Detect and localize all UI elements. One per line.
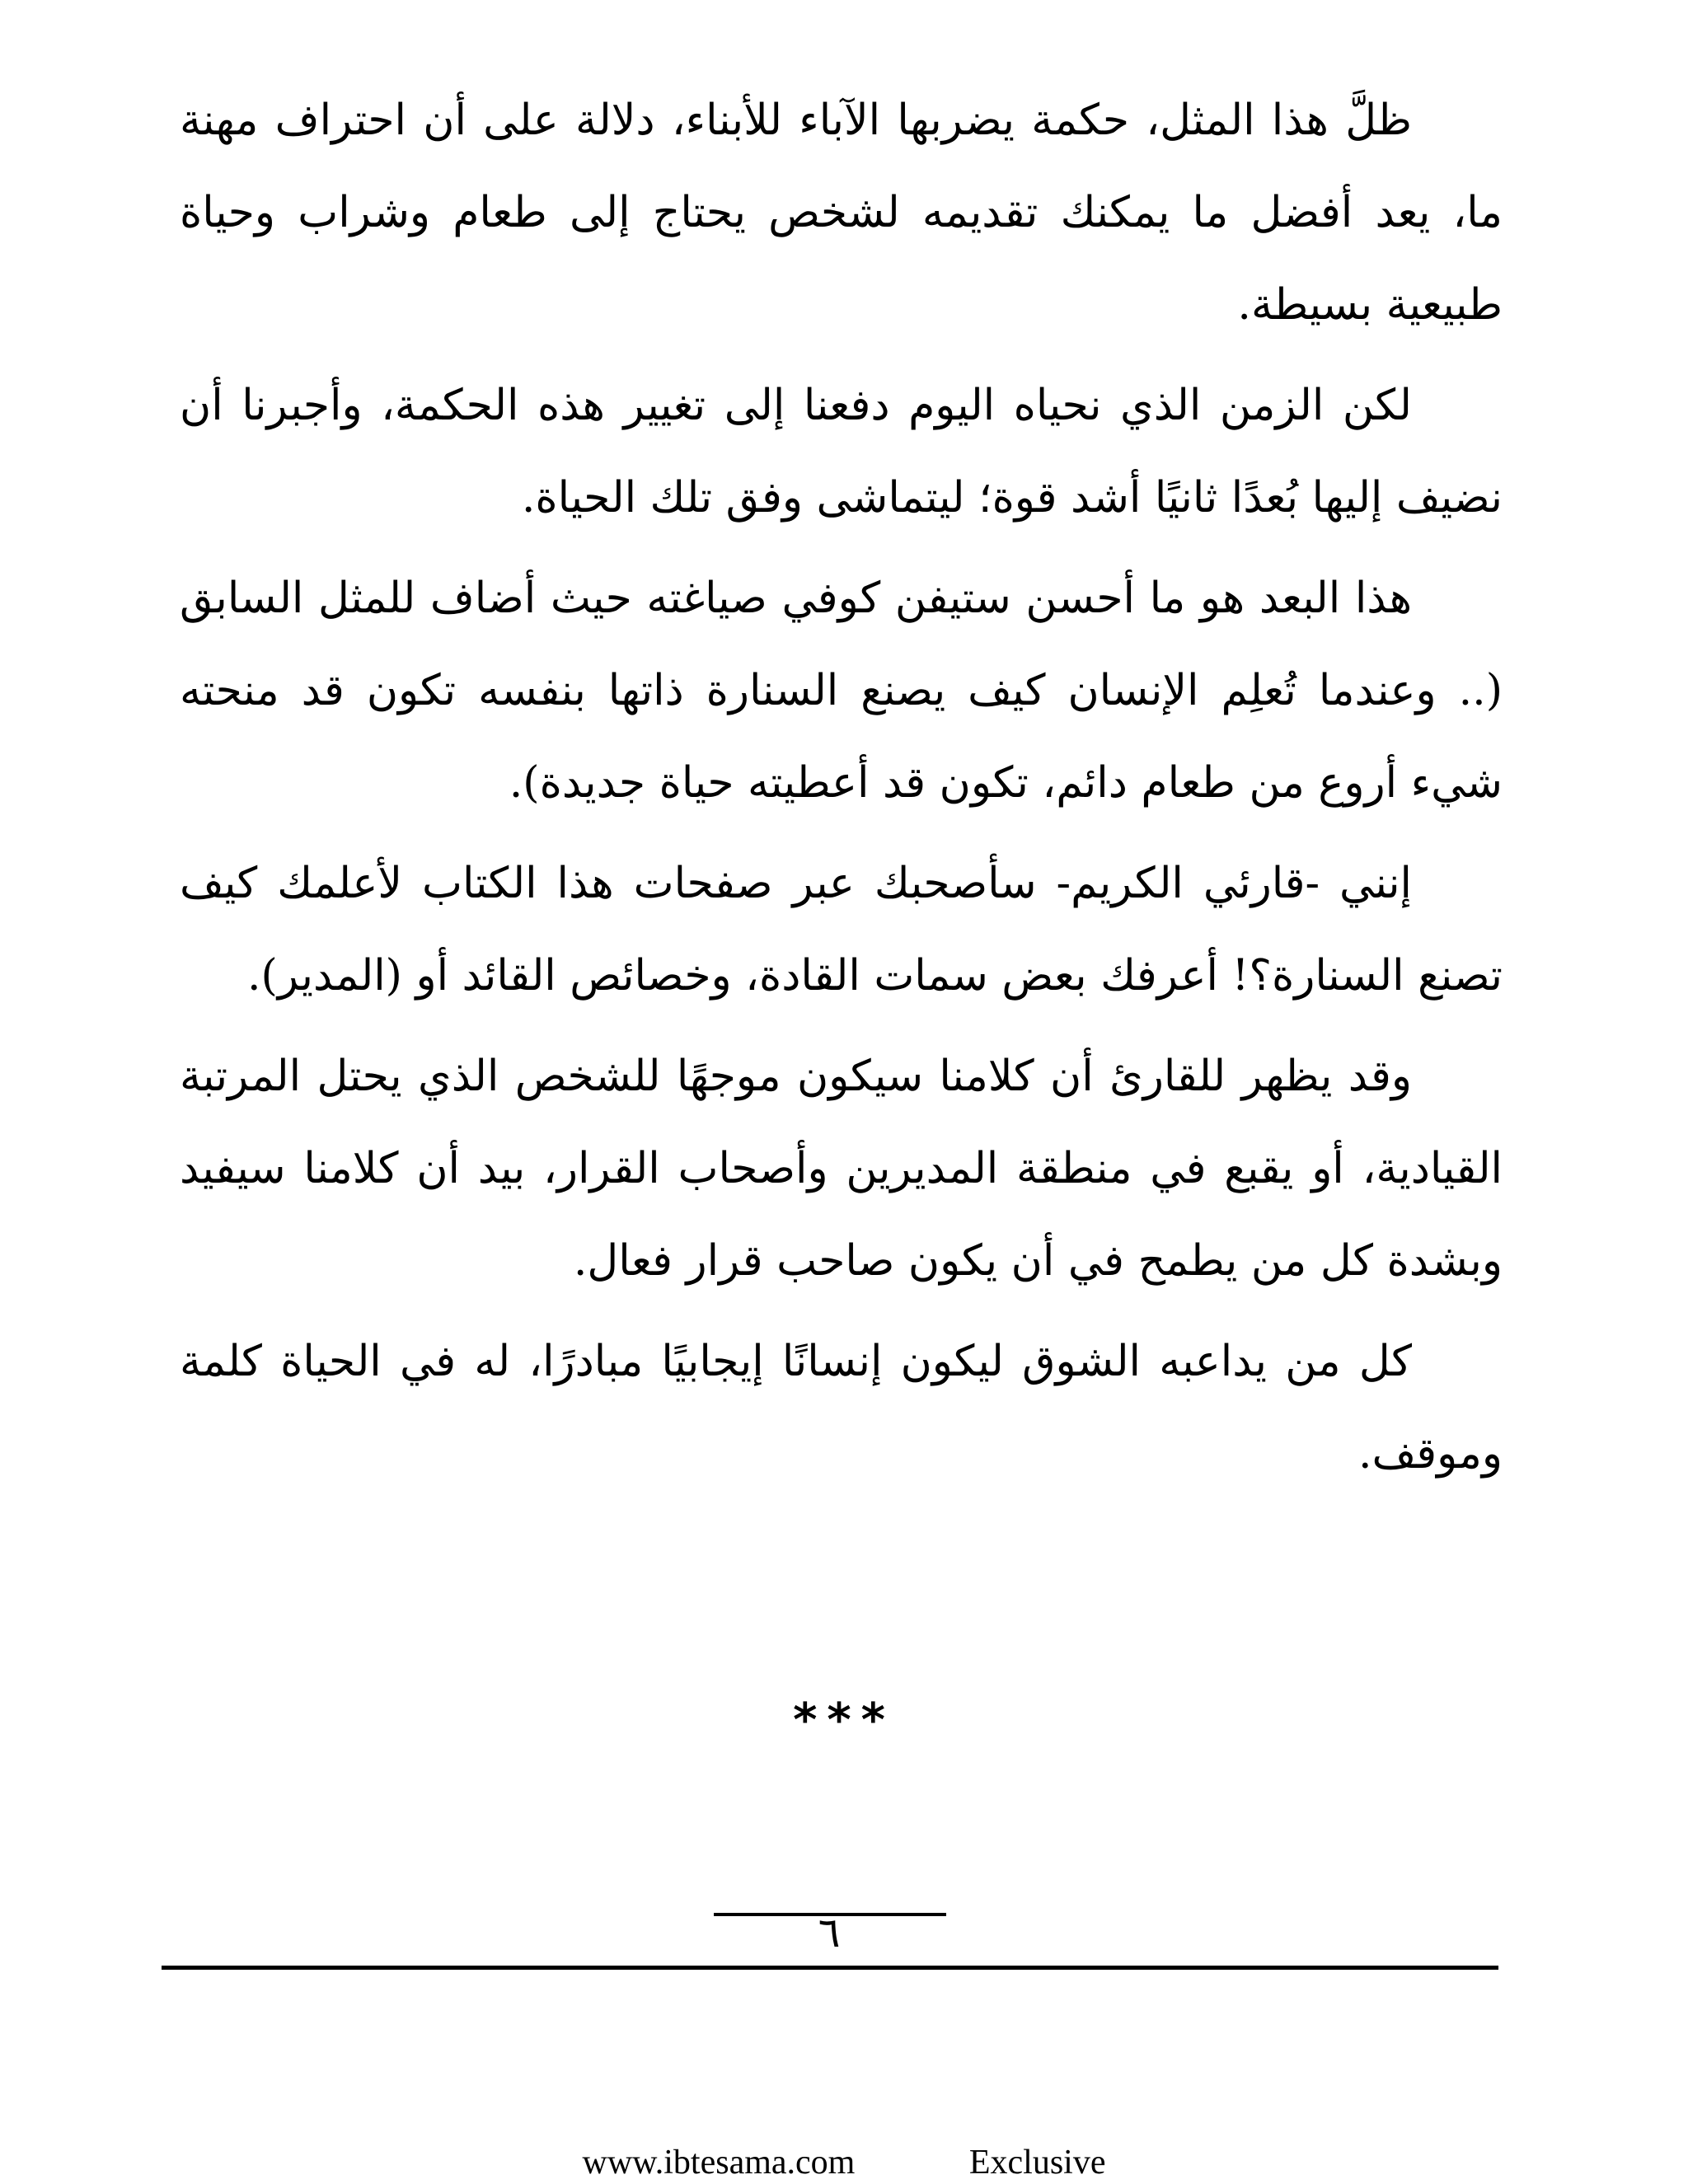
paragraph-2: لكن الزمن الذي نحياه اليوم دفعنا إلى تغيير هذه الحكمة، وأجبرنا أن نضيف إليها بُعدًا ثانيًا أشد قوة؛ ليتماشى وفق تلك الحياة. [180, 381, 1503, 523]
paragraph-4: إنني -قارئي الكريم- سأصحبك عبر صفحات هذا الكتاب لأعلمك كيف تصنع السنارة؟! أعرفك بعض سمات القادة، وخصائص القائد أو (المدير). [180, 859, 1503, 1001]
footer-divider [162, 1966, 1498, 1970]
paragraph-6: كل من يداعبه الشوق ليكون إنسانًا إيجابيًا مبادرًا، له في الحياة كلمة وموقف. [180, 1337, 1503, 1479]
footer-tag: Exclusive [968, 2144, 1106, 2182]
page-number: ٦ [818, 1909, 841, 1957]
paragraph-1: ظلَّ هذا المثل، حكمة يضربها الآباء للأبناء، دلالة على أن احتراف مهنة ما، يعد أفضل ما يمكنك تقديمه لشخص يحتاج إلى طعام وشراب وحياة طبيعية بسيطة. [180, 96, 1503, 330]
footer-site-url[interactable]: www.ibtesama.com [582, 2144, 856, 2182]
body-text [180, 74, 1503, 1508]
section-separator: *** [793, 1694, 895, 1747]
paragraph-5: وقد يظهر للقارئ أن كلامنا سيكون موجهًا للشخص الذي يحتل المرتبة القيادية، أو يقبع في منطقة المديرين وأصحاب القرار، بيد أن كلامنا سيفيد وبشدة كل من يطمح في أن يكون صاحب قرار فعال. [180, 1052, 1503, 1286]
footer-bar [0, 2141, 1688, 2184]
paragraph-3: هذا البعد هو ما أحسن ستيفن كوفي صياغته حيث أضاف للمثل السابق (.. وعندما تُعلِم الإنسان كيف يصنع السنارة ذاتها بنفسه تكون قد منحته شيء أروع من طعام دائم، تكون قد أعطيته حياة جديدة). [180, 574, 1503, 808]
